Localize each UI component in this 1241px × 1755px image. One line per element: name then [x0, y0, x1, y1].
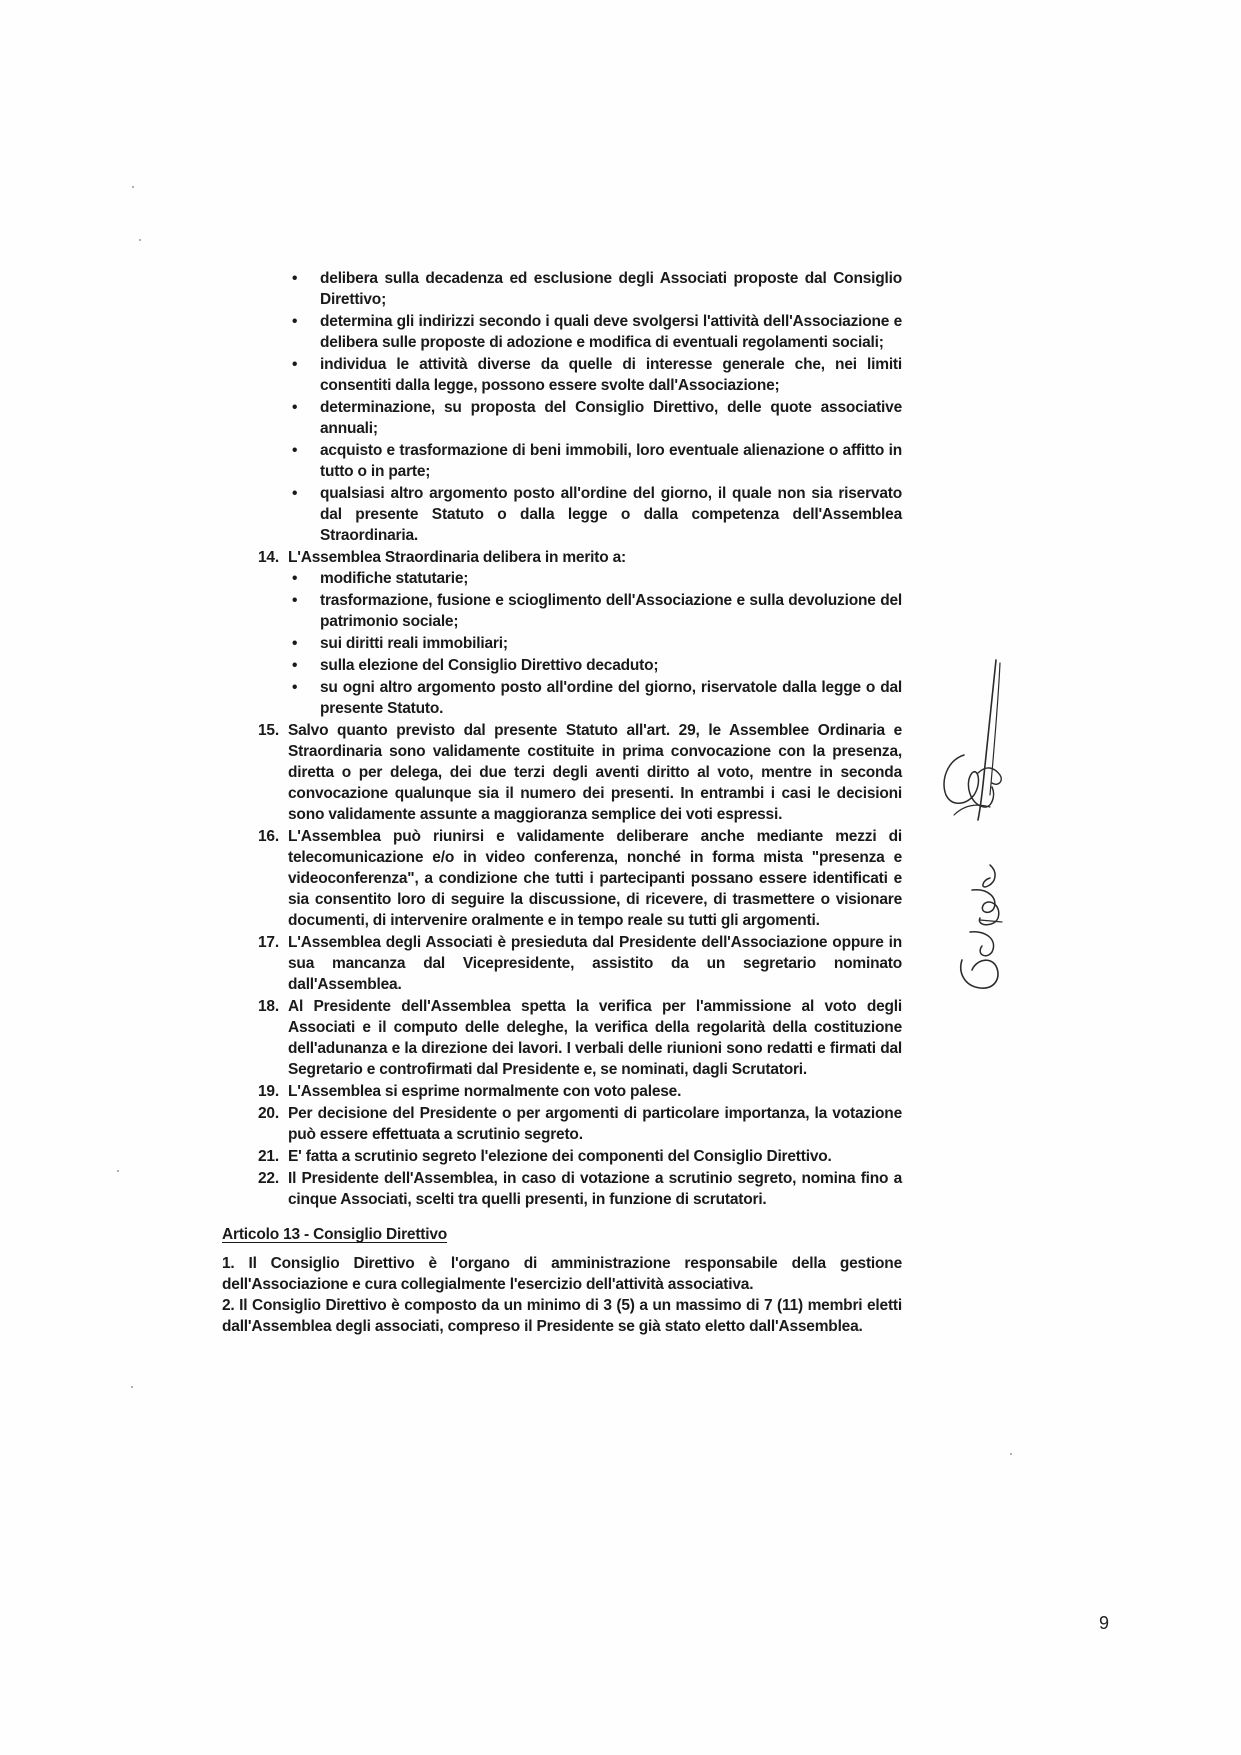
- clause-text: L'Assemblea Straordinaria delibera in merito a:: [288, 549, 626, 566]
- clause-number: 14.: [258, 549, 279, 566]
- clause-text: Al Presidente dell'Assemblea spetta la verifica per l'ammissione al voto degli Associati e il computo delle deleghe, la verifica della regolarità della costituzione dell'adunanza e la direzione dei lavori. I verbali delle riunioni sono redatti e firmati dal Segretario e controfirmati dal Presidente e, se nominati, dagli Scrutatori.: [288, 998, 902, 1078]
- assembly-powers-list: [222, 268, 902, 546]
- clause-21: [222, 1146, 902, 1167]
- scan-mark: [132, 186, 134, 188]
- list-item: • modifiche statutarie;: [320, 568, 902, 589]
- list-item: • determinazione, su proposta del Consiglio Direttivo, delle quote associative annuali;: [320, 397, 902, 439]
- scan-mark: [139, 239, 141, 241]
- list-item: • sulla elezione del Consiglio Direttivo decaduto;: [320, 655, 902, 676]
- clause-17: [222, 932, 902, 995]
- clause-number: 20.: [258, 1105, 279, 1122]
- clause-22: [222, 1168, 902, 1210]
- clause-14: [222, 547, 902, 568]
- list-item: • individua le attività diverse da quelle di interesse generale che, nei limiti consentiti dalla legge, possono essere svolte dall'Associazione;: [320, 354, 902, 396]
- scan-mark: [131, 1386, 133, 1388]
- document-body: [222, 268, 902, 1337]
- list-item: • sui diritti reali immobiliari;: [320, 633, 902, 654]
- clause-text: E' fatta a scrutinio segreto l'elezione dei componenti del Consiglio Direttivo.: [288, 1148, 832, 1165]
- list-item: • qualsiasi altro argomento posto all'ordine del giorno, il quale non sia riservato dal presente Statuto o dalla legge o dalla competenza dell'Assemblea Straordinaria.: [320, 483, 902, 546]
- clause-20: [222, 1103, 902, 1145]
- clause-text: L'Assemblea può riunirsi e validamente deliberare anche mediante mezzi di telecomunicazione e/o in video conferenza, nonché in forma mista "presenza e videoconferenza", a condizione che tutti i partecipanti possano essere identificati e sia consentito loro di seguire la discussione, di ricevere, di trasmettere o visionare documenti, di intervenire oralmente e in tempo reale su tutti gli argomenti.: [288, 828, 902, 929]
- clause-16: [222, 826, 902, 931]
- scan-mark: [1010, 1453, 1012, 1455]
- list-item: • su ogni altro argomento posto all'ordine del giorno, riservatole dalla legge o dal presente Statuto.: [320, 677, 902, 719]
- list-item: • delibera sulla decadenza ed esclusione degli Associati proposte dal Consiglio Direttivo;: [320, 268, 902, 310]
- article-13-paragraph-2: 2. Il Consiglio Direttivo è composto da un minimo di 3 (5) a un massimo di 7 (11) membri eletti dall'Assemblea degli associati, compreso il Presidente se già stato eletto dall'Assemblea.: [222, 1297, 902, 1335]
- page-number: 9: [1099, 1613, 1110, 1633]
- clause-text: Il Presidente dell'Assemblea, in caso di votazione a scrutinio segreto, nomina fino a cinque Associati, scelti tra quelli presenti, in funzione di scrutatori.: [288, 1170, 902, 1208]
- clause-19: [222, 1081, 902, 1102]
- clause-18: [222, 996, 902, 1080]
- clause-text: Per decisione del Presidente o per argomenti di particolare importanza, la votazione può essere effettuata a scrutinio segreto.: [288, 1105, 902, 1143]
- article-13-heading: Articolo 13 - Consiglio Direttivo: [222, 1226, 448, 1243]
- scan-mark: [117, 1170, 119, 1172]
- list-item: • trasformazione, fusione e scioglimento dell'Associazione e sulla devoluzione del patrimonio sociale;: [320, 590, 902, 632]
- article-13-paragraph-1: 1. Il Consiglio Direttivo è l'organo di amministrazione responsabile della gestione dell'Associazione e cura collegialmente l'esercizio dell'attività associativa.: [222, 1255, 902, 1293]
- handwritten-signature-1: [934, 655, 1014, 845]
- list-item: • determina gli indirizzi secondo i quali deve svolgersi l'attività dell'Associazione e delibera sulle proposte di adozione e modifica di eventuali regolamenti sociali;: [320, 311, 902, 353]
- list-item: • acquisto e trasformazione di beni immobili, loro eventuale alienazione o affitto in tutto o in parte;: [320, 440, 902, 482]
- clause-text: L'Assemblea si esprime normalmente con voto palese.: [288, 1083, 682, 1100]
- handwritten-signature-2: [950, 860, 1020, 995]
- clause-text: Salvo quanto previsto dal presente Statuto all'art. 29, le Assemblee Ordinaria e Straordinaria sono validamente costituite in prima convocazione con la presenza, diretta o per delega, dei due terzi degli aventi diritto al voto, mentre in seconda convocazione qualunque sia il numero dei presenti. In entrambi i casi le decisioni sono validamente assunte a maggioranza semplice dei voti espressi.: [288, 722, 902, 823]
- clause-number: 21.: [258, 1148, 279, 1165]
- clause-number: 22.: [258, 1170, 279, 1187]
- extraordinary-assembly-list: [222, 568, 902, 719]
- clause-15: [222, 720, 902, 825]
- clause-number: 18.: [258, 998, 279, 1015]
- clauses-list: [222, 720, 902, 1210]
- clause-text: L'Assemblea degli Associati è presieduta dal Presidente dell'Associazione oppure in sua mancanza dal Vicepresidente, assistito da un segretario nominato dall'Assemblea.: [288, 934, 902, 993]
- clause-number: 16.: [258, 828, 279, 845]
- clause-number: 17.: [258, 934, 279, 951]
- clause-number: 19.: [258, 1083, 279, 1100]
- clause-number: 15.: [258, 722, 279, 739]
